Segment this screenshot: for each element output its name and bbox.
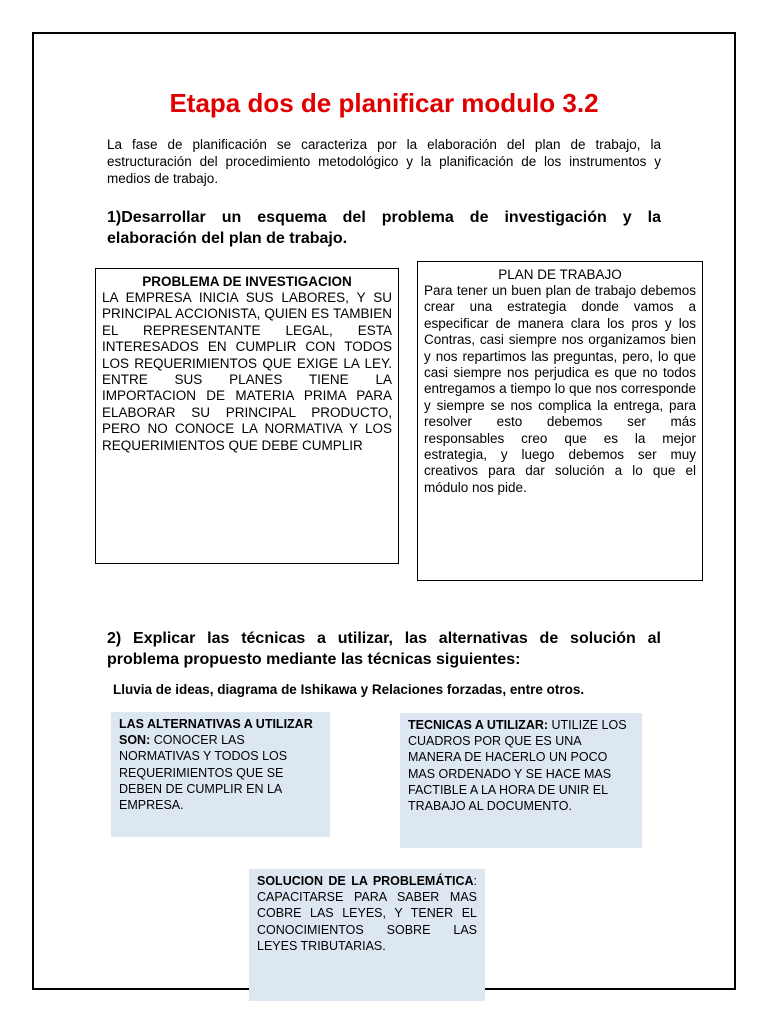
intro-paragraph: La fase de planificación se caracteriza por la elaboración del plan de trabajo, la estructuración del procedimiento metodológico y la planificación de los instrumentos y medios de trabajo. xyxy=(107,137,661,186)
section-1-heading: 1)Desarrollar un esquema del problema de investigación y la elaboración del plan de trabajo. xyxy=(107,209,661,247)
techniques-box xyxy=(400,713,642,848)
alternatives-text: CONOCER LAS NORMATIVAS Y TODOS LOS REQUERIMIENTOS QUE SE DEBEN DE CUMPLIR EN LA EMPRESA. xyxy=(119,733,288,813)
research-problem-heading: PROBLEMA DE INVESTIGACION xyxy=(142,274,352,289)
alternatives-label: LAS ALTERNATIVAS A UTILIZAR SON: xyxy=(119,717,313,748)
work-plan-heading: PLAN DE TRABAJO xyxy=(498,267,622,282)
solution-text: : CAPACITARSE PARA SABER MAS COBRE LAS LEYES, Y TENER EL CONOCIMIENTOS SOBRE LAS LEYES TRIBUTARIAS. xyxy=(257,874,477,953)
work-plan-text: Para tener un buen plan de trabajo debemos crear una estrategia donde vamos a especificar de manera clara los pros y los Contras, casi siempre nos organizamos bien y nos repartimos las preguntas, pero, lo que casi siempre nos perjudica es que no todos entregamos a tiempo lo que nos corresponde y siempre se nos complica la entrega, para resolver esto debemos ser más responsables creo que es la mejor estrategia, y luego debemos ser muy creativos para dar solución a lo que el módulo nos pide. xyxy=(424,283,696,495)
work-plan-box xyxy=(417,261,703,581)
document-title: Etapa dos de planificar modulo 3.2 xyxy=(169,88,599,118)
techniques-list: Lluvia de ideas, diagrama de Ishikawa y Relaciones forzadas, entre otros. xyxy=(113,682,585,697)
research-problem-text: LA EMPRESA INICIA SUS LABORES, Y SU PRINCIPAL ACCIONISTA, QUIEN ES TAMBIEN EL REPRESENTANTE LEGAL, ESTA INTERESADOS EN CUMPLIR CON TODOS LOS REQUERIMIENTOS QUE EXIGE LA LEY. ENTRE SUS PLANES TIENE LA IMPORTACION DE MATERIA PRIMA PARA ELABORAR SU PRINCIPAL PRODUCTO, PERO NO CONOCE LA NORMATIVA Y LOS REQUERIMIENTOS QUE DEBE CUMPLIR xyxy=(102,290,392,453)
techniques-text: UTILIZE LOS CUADROS POR QUE ES UNA MANERA DE HACERLO UN POCO MAS ORDENADO Y SE HACE MAS FACTIBLE A LA HORA DE UNIR EL TRABAJO AL DOCUMENTO. xyxy=(408,718,627,814)
techniques-label: TECNICAS A UTILIZAR: xyxy=(408,718,549,732)
alternatives-box xyxy=(111,712,330,837)
section-2-heading: 2) Explicar las técnicas a utilizar, las alternativas de solución al problema propuesto mediante las técnicas siguientes: xyxy=(107,630,661,668)
solution-label: SOLUCION DE LA PROBLEMÁTICA xyxy=(257,874,474,888)
research-problem-box xyxy=(95,268,399,564)
solution-box xyxy=(249,869,485,1001)
